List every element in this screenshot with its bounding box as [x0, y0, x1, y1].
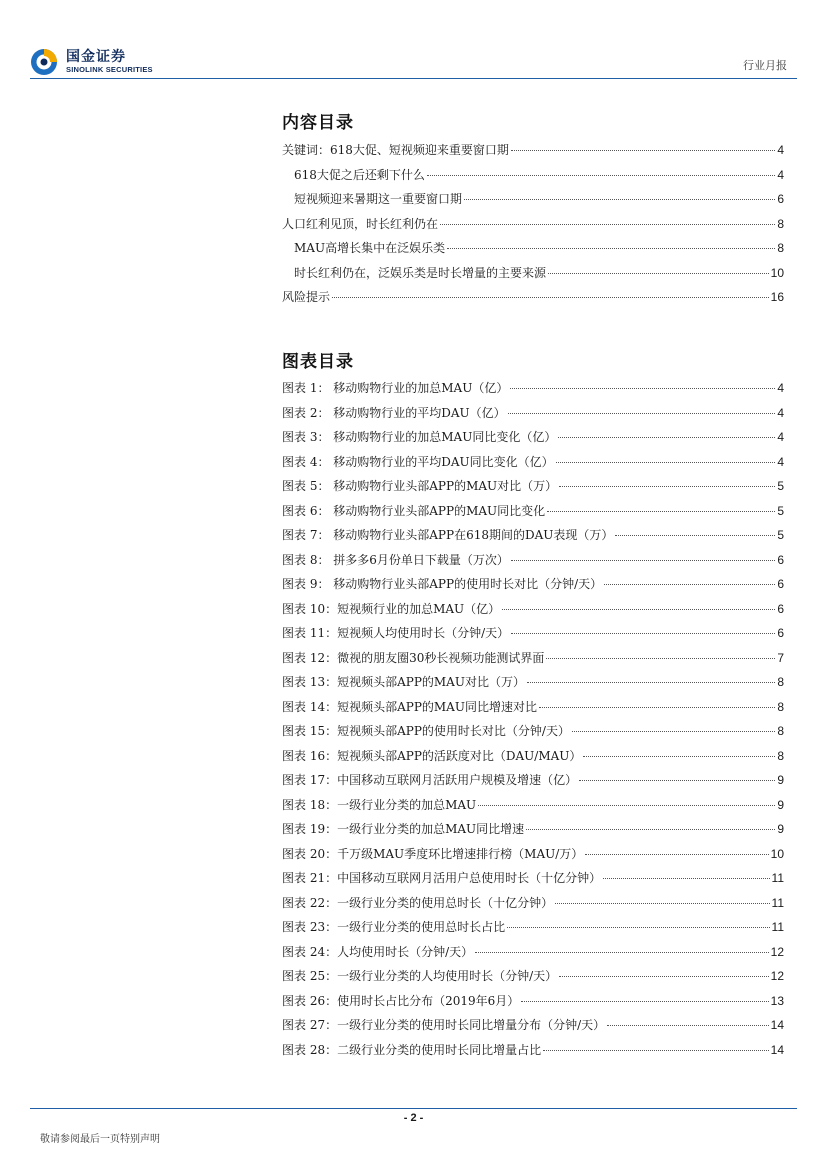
toc-entry[interactable] [282, 190, 784, 215]
dot-leader [511, 150, 775, 151]
dot-leader [464, 199, 775, 200]
figure-entry[interactable] [282, 1016, 784, 1041]
figure-entry-page: 5 [777, 503, 784, 518]
dot-leader [508, 413, 776, 414]
figure-entry-title: 图表 15：短视频头部APP的使用时长对比（分钟/天） [282, 724, 570, 738]
figure-entry-title: 图表 18：一级行业分类的加总MAU [282, 797, 477, 812]
figure-entry-page: 6 [777, 626, 784, 640]
figure-entry[interactable] [282, 698, 784, 723]
figure-entry-page: 4 [777, 430, 784, 444]
toc-entry-page: 10 [770, 265, 784, 280]
figure-entry-title: 图表 20：千万级MAU季度环比增速排行榜（MAU/万） [282, 846, 584, 861]
toc-entry[interactable] [282, 264, 784, 289]
dot-leader [510, 388, 775, 389]
figure-entry-page: 8 [777, 724, 784, 738]
toc-entry-page: 4 [777, 143, 784, 157]
dot-leader [585, 854, 768, 855]
toc-title: 内容目录 [282, 113, 354, 133]
figure-entry[interactable] [282, 428, 784, 453]
figure-entry-title: 图表 10：短视频行业的加总MAU（亿） [282, 601, 501, 616]
toc-entry[interactable] [282, 141, 784, 166]
figure-entry-title: 图表 5： 移动购物行业头部APP的MAU对比（万） [282, 479, 558, 493]
figure-entry-title: 图表 21：中国移动互联网月活用户总使用时长（十亿分钟） [282, 871, 602, 885]
dot-leader [559, 486, 775, 487]
figure-entry-title: 图表 12：微视的朋友圈30秒长视频功能测试界面 [282, 650, 545, 665]
figure-entry-page: 7 [777, 650, 784, 665]
dot-leader [543, 1050, 769, 1051]
dot-leader [546, 658, 775, 659]
dot-leader [526, 829, 775, 830]
page-number: - 2 - [403, 1112, 424, 1124]
figure-entry-title: 图表 4： 移动购物行业的平均DAU同比变化（亿） [282, 454, 554, 469]
figure-entry-page: 6 [777, 552, 784, 567]
dot-leader [440, 224, 775, 225]
figure-entry-title: 图表 27：一级行业分类的使用时长同比增量分布（分钟/天） [282, 1018, 606, 1032]
figure-entry[interactable] [282, 502, 784, 527]
figure-entry-page: 4 [777, 405, 784, 420]
dot-leader [607, 1025, 769, 1026]
figure-entry-title: 图表 24：人均使用时长（分钟/天） [282, 944, 474, 959]
dot-leader [527, 682, 775, 683]
figure-entry-page: 11 [771, 920, 784, 934]
figure-entry-page: 9 [777, 797, 784, 812]
figure-entry-page: 6 [777, 577, 784, 591]
dot-leader [555, 903, 769, 904]
dot-leader [511, 633, 775, 634]
toc-entry-title: 人口红利见顶，时长红利仍在 [282, 216, 439, 231]
figure-entry-page: 11 [771, 895, 784, 910]
toc-entry[interactable] [282, 166, 784, 191]
dot-leader [507, 927, 769, 928]
figure-entry-title: 图表 26：使用时长占比分布（2019年6月） [282, 993, 520, 1008]
table-of-contents [282, 141, 784, 313]
company-logo [30, 46, 160, 80]
dot-leader [583, 756, 775, 757]
figure-entry[interactable] [282, 992, 784, 1017]
figure-entry[interactable] [282, 649, 784, 674]
figure-entry-title: 图表 25：一级行业分类的人均使用时长（分钟/天） [282, 969, 558, 983]
header-divider [30, 78, 797, 79]
dot-leader [447, 248, 775, 249]
toc-entry-title: 618大促之后还剩下什么 [294, 167, 425, 182]
toc-entry[interactable] [282, 288, 784, 313]
figure-entry-page: 4 [777, 454, 784, 469]
figure-entry[interactable] [282, 845, 784, 870]
figure-entry-title: 图表 3： 移动购物行业的加总MAU同比变化（亿） [282, 430, 557, 444]
figure-entry-title: 图表 6： 移动购物行业头部APP的MAU同比变化 [282, 503, 546, 518]
figure-entry-page: 4 [777, 381, 784, 395]
figure-entry-title: 图表 1： 移动购物行业的加总MAU（亿） [282, 381, 509, 395]
figure-entry[interactable] [282, 869, 784, 894]
dot-leader [603, 878, 769, 879]
toc-entry[interactable] [282, 239, 784, 264]
figure-entry-page: 10 [770, 846, 784, 861]
dot-leader [556, 462, 776, 463]
figures-title: 图表目录 [282, 352, 354, 372]
figure-entry-title: 图表 7： 移动购物行业头部APP在618期间的DAU表现（万） [282, 528, 614, 542]
toc-entry-page: 8 [777, 241, 784, 255]
figure-entry[interactable] [282, 624, 784, 649]
logo-chinese-name: 国金证券 [66, 49, 126, 65]
disclaimer-text: 敬请参阅最后一页特别声明 [40, 1134, 160, 1145]
figure-entry-page: 12 [770, 944, 784, 959]
dot-leader [559, 976, 769, 977]
toc-entry-title: 风险提示 [282, 290, 331, 304]
toc-entry[interactable] [282, 215, 784, 240]
figure-entry-page: 8 [777, 748, 784, 763]
figure-entry-title: 图表 22：一级行业分类的使用总时长（十亿分钟） [282, 895, 554, 910]
dot-leader [502, 609, 775, 610]
dot-leader [558, 437, 775, 438]
figure-entry[interactable] [282, 379, 784, 404]
figure-entry[interactable] [282, 722, 784, 747]
dot-leader [547, 511, 775, 512]
figure-entry-page: 13 [770, 993, 784, 1008]
toc-entry-page: 6 [777, 192, 784, 206]
figure-entry-title: 图表 16：短视频头部APP的活跃度对比（DAU/MAU） [282, 748, 582, 763]
figure-entry[interactable] [282, 1041, 784, 1066]
figure-entry[interactable] [282, 673, 784, 698]
figure-entry[interactable] [282, 943, 784, 968]
dot-leader [332, 297, 769, 298]
figure-entry[interactable] [282, 894, 784, 919]
dot-leader [475, 952, 769, 953]
figure-entry[interactable] [282, 526, 784, 551]
dot-leader [478, 805, 775, 806]
figure-entry[interactable] [282, 820, 784, 845]
figure-entry-title: 图表 2： 移动购物行业的平均DAU（亿） [282, 405, 506, 420]
footer-divider [30, 1108, 797, 1109]
figure-list [282, 379, 784, 1065]
toc-entry-title: 时长红利仍在，泛娱乐类是时长增量的主要来源 [294, 265, 547, 280]
figure-entry-page: 5 [777, 479, 784, 493]
report-type-label: 行业月报 [743, 59, 787, 72]
dot-leader [521, 1001, 768, 1002]
dot-leader [572, 731, 775, 732]
figure-entry[interactable] [282, 967, 784, 992]
dot-leader [511, 560, 775, 561]
figure-entry-page: 11 [771, 871, 784, 885]
figure-entry-page: 12 [770, 969, 784, 983]
figure-entry-page: 8 [777, 699, 784, 714]
dot-leader [427, 175, 775, 176]
dot-leader [548, 273, 769, 274]
figure-entry-page: 14 [770, 1018, 784, 1032]
figure-entry[interactable] [282, 453, 784, 478]
figure-entry-page: 6 [777, 601, 784, 616]
figure-entry-page: 14 [770, 1042, 784, 1057]
figure-entry-title: 图表 19：一级行业分类的加总MAU同比增速 [282, 822, 525, 836]
figure-entry-title: 图表 9： 移动购物行业头部APP的使用时长对比（分钟/天） [282, 577, 603, 591]
figure-entry[interactable] [282, 747, 784, 772]
figure-entry[interactable] [282, 477, 784, 502]
logo-english-name: SINOLINK SECURITIES [66, 65, 153, 74]
toc-entry-title: MAU高增长集中在泛娱乐类 [294, 241, 446, 255]
toc-entry-page: 8 [777, 216, 784, 231]
figure-entry[interactable] [282, 575, 784, 600]
figure-entry-title: 图表 8： 拼多多6月份单日下载量（万次） [282, 552, 509, 567]
figure-entry-page: 9 [777, 822, 784, 836]
figure-entry-title: 图表 14：短视频头部APP的MAU同比增速对比 [282, 699, 537, 714]
figure-entry-title: 图表 23：一级行业分类的使用总时长占比 [282, 920, 506, 934]
toc-entry-title: 短视频迎来暑期这一重要窗口期 [294, 192, 463, 206]
figure-entry-page: 5 [777, 528, 784, 542]
figure-entry-page: 8 [777, 675, 784, 689]
figure-entry-page: 9 [777, 773, 784, 787]
figure-entry-title: 图表 17：中国移动互联网月活跃用户规模及增速（亿） [282, 773, 578, 787]
dot-leader [579, 780, 775, 781]
toc-entry-title: 关键词：618大促、短视频迎来重要窗口期 [282, 143, 509, 157]
page-header [0, 0, 827, 82]
dot-leader [615, 535, 775, 536]
figure-entry[interactable] [282, 771, 784, 796]
toc-entry-page: 16 [770, 290, 784, 304]
dot-leader [604, 584, 775, 585]
figure-entry-title: 图表 13：短视频头部APP的MAU对比（万） [282, 675, 525, 689]
figure-entry-title: 图表 11：短视频人均使用时长（分钟/天） [282, 626, 510, 640]
sinolink-logo-icon [30, 48, 58, 76]
figure-entry[interactable] [282, 918, 784, 943]
toc-entry-page: 4 [777, 167, 784, 182]
figure-entry[interactable] [282, 600, 784, 625]
figure-entry[interactable] [282, 404, 784, 429]
figure-entry[interactable] [282, 551, 784, 576]
dot-leader [539, 707, 775, 708]
figure-entry[interactable] [282, 796, 784, 821]
figure-entry-title: 图表 28：二级行业分类的使用时长同比增量占比 [282, 1042, 542, 1057]
